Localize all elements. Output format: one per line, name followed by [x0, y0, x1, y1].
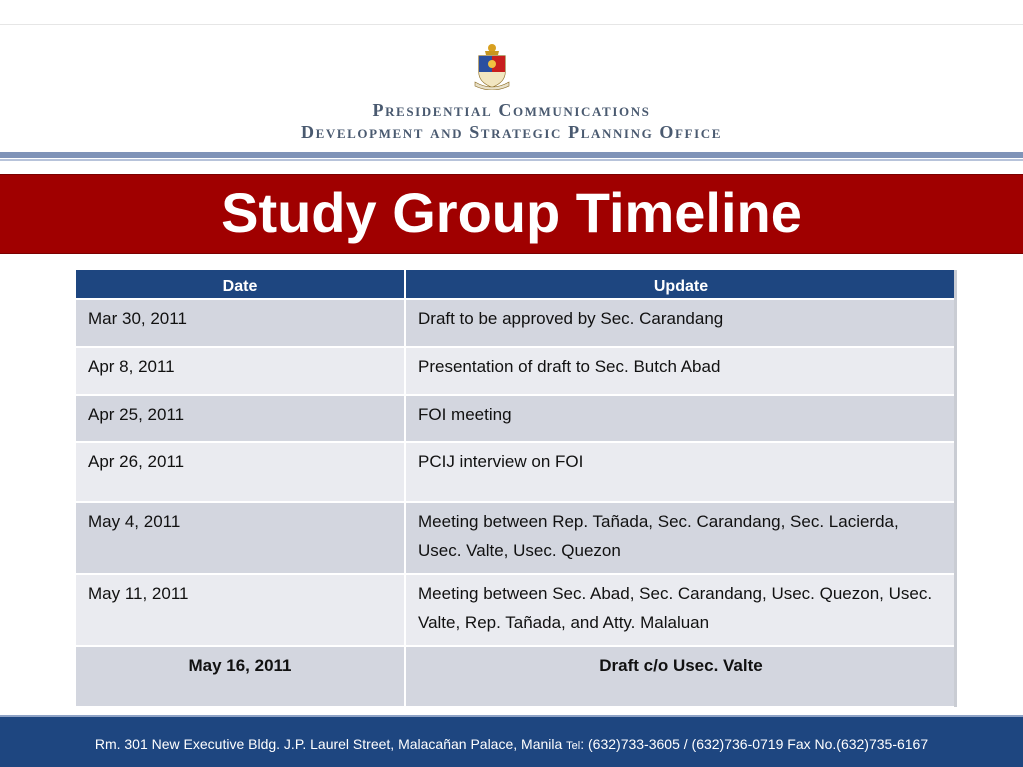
row-update: FOI meeting: [405, 395, 956, 442]
row-date: May 4, 2011: [76, 502, 405, 574]
row-update: PCIJ interview on FOI: [405, 442, 956, 502]
header-divider-thin: [0, 159, 1023, 161]
footer-contact: [0, 735, 1023, 755]
table-edge-shadow: [954, 270, 957, 707]
table-row: [76, 574, 956, 646]
presidential-seal-icon: [471, 42, 513, 90]
table-row: [76, 502, 956, 574]
row-update: Meeting between Rep. Tañada, Sec. Carandang, Sec. Lacierda, Usec. Valte, Usec. Quezon: [405, 502, 956, 574]
table-row: [76, 299, 956, 347]
office-name: [0, 101, 1023, 141]
office-name-line-1: Presidential Communications: [372, 100, 651, 120]
row-update: Meeting between Sec. Abad, Sec. Carandang, Usec. Quezon, Usec. Valte, Rep. Tañada, and Atty. Malaluan: [405, 574, 956, 646]
column-header-update: Update: [405, 270, 956, 299]
row-update: Draft c/o Usec. Valte: [405, 646, 956, 706]
row-date: May 16, 2011: [76, 646, 405, 706]
table-row: [76, 395, 956, 442]
row-update: Presentation of draft to Sec. Butch Abad: [405, 347, 956, 395]
header-divider: [0, 152, 1023, 158]
table-header-row: [76, 270, 956, 299]
table-row: [76, 442, 956, 502]
office-name-line-2: Development and Strategic Planning Office: [300, 122, 722, 142]
table-row: [76, 646, 956, 706]
footer-phone-fax: : (632)733-3605 / (632)736-0719 Fax No.(632)735-6167: [580, 736, 929, 752]
table-row: [76, 347, 956, 395]
timeline-table: [76, 270, 956, 706]
row-date: Apr 26, 2011: [76, 442, 405, 502]
row-update: Draft to be approved by Sec. Carandang: [405, 299, 956, 347]
footer-tel-label: Tel: [566, 740, 581, 752]
column-header-date: Date: [76, 270, 405, 299]
row-date: May 11, 2011: [76, 574, 405, 646]
row-date: Apr 8, 2011: [76, 347, 405, 395]
slide-title: Study Group Timeline: [221, 181, 802, 244]
top-rule: [0, 24, 1023, 25]
row-date: Mar 30, 2011: [76, 299, 405, 347]
footer-address: Rm. 301 New Executive Bldg. J.P. Laurel Street, Malacañan Palace, Manila: [94, 736, 563, 752]
row-date: Apr 25, 2011: [76, 395, 405, 442]
